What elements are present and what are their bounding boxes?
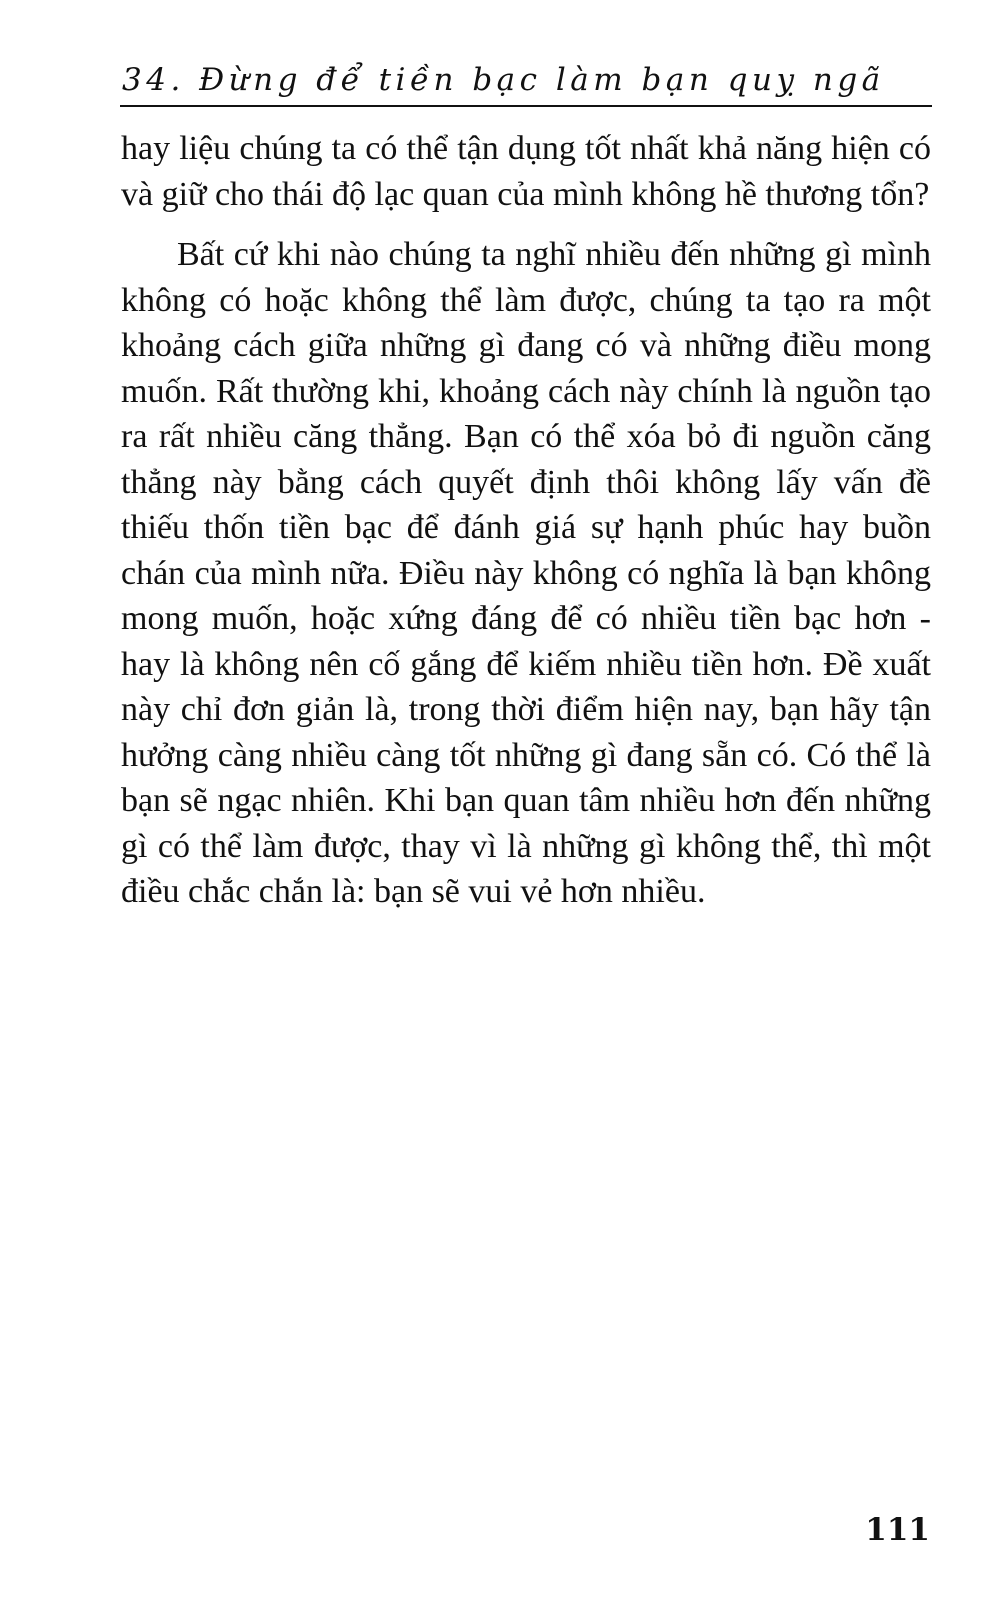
paragraph: Bất cứ khi nào chúng ta nghĩ nhiều đến những gì mình không có hoặc không thể làm được, chúng ta tạo ra một khoảng cách giữa những gì đang có và những điều mong muốn. Rất thường khi, khoảng cách này chính là nguồn tạo ra rất nhiều căng thẳng. Bạn có thể xóa bỏ đi nguồn căng thẳng này bằng cách quyết định thôi không lấy vấn đề thiếu thốn tiền bạc để đánh giá sự hạnh phúc hay buồn chán của mình nữa. Điều này không có nghĩa là bạn không mong muốn, hoặc xứng đáng để có nhiều tiền bạc hơn - hay là không nên cố gắng để kiếm nhiều tiền hơn. Đề xuất này chỉ đơn giản là, trong thời điểm hiện nay, bạn hãy tận hưởng càng nhiều càng tốt những gì đang sẵn có. Có thể là bạn sẽ ngạc nhiên. Khi bạn quan tâm nhiều hơn đến những gì có thể làm được, thay vì là những gì không thể, thì một điều chắc chắn là: bạn sẽ vui vẻ hơn nhiều.	[121, 236, 931, 910]
running-head: 34. Đừng để tiền bạc làm bạn quỵ ngã	[122, 62, 885, 98]
body-text	[121, 126, 931, 915]
header-rule	[120, 105, 932, 107]
paragraph-continued: hay liệu chúng ta có thể tận dụng tốt nhất khả năng hiện có và giữ cho thái độ lạc quan của mình không hề thương tổn?	[121, 130, 931, 213]
page-number: 111	[865, 1512, 930, 1548]
